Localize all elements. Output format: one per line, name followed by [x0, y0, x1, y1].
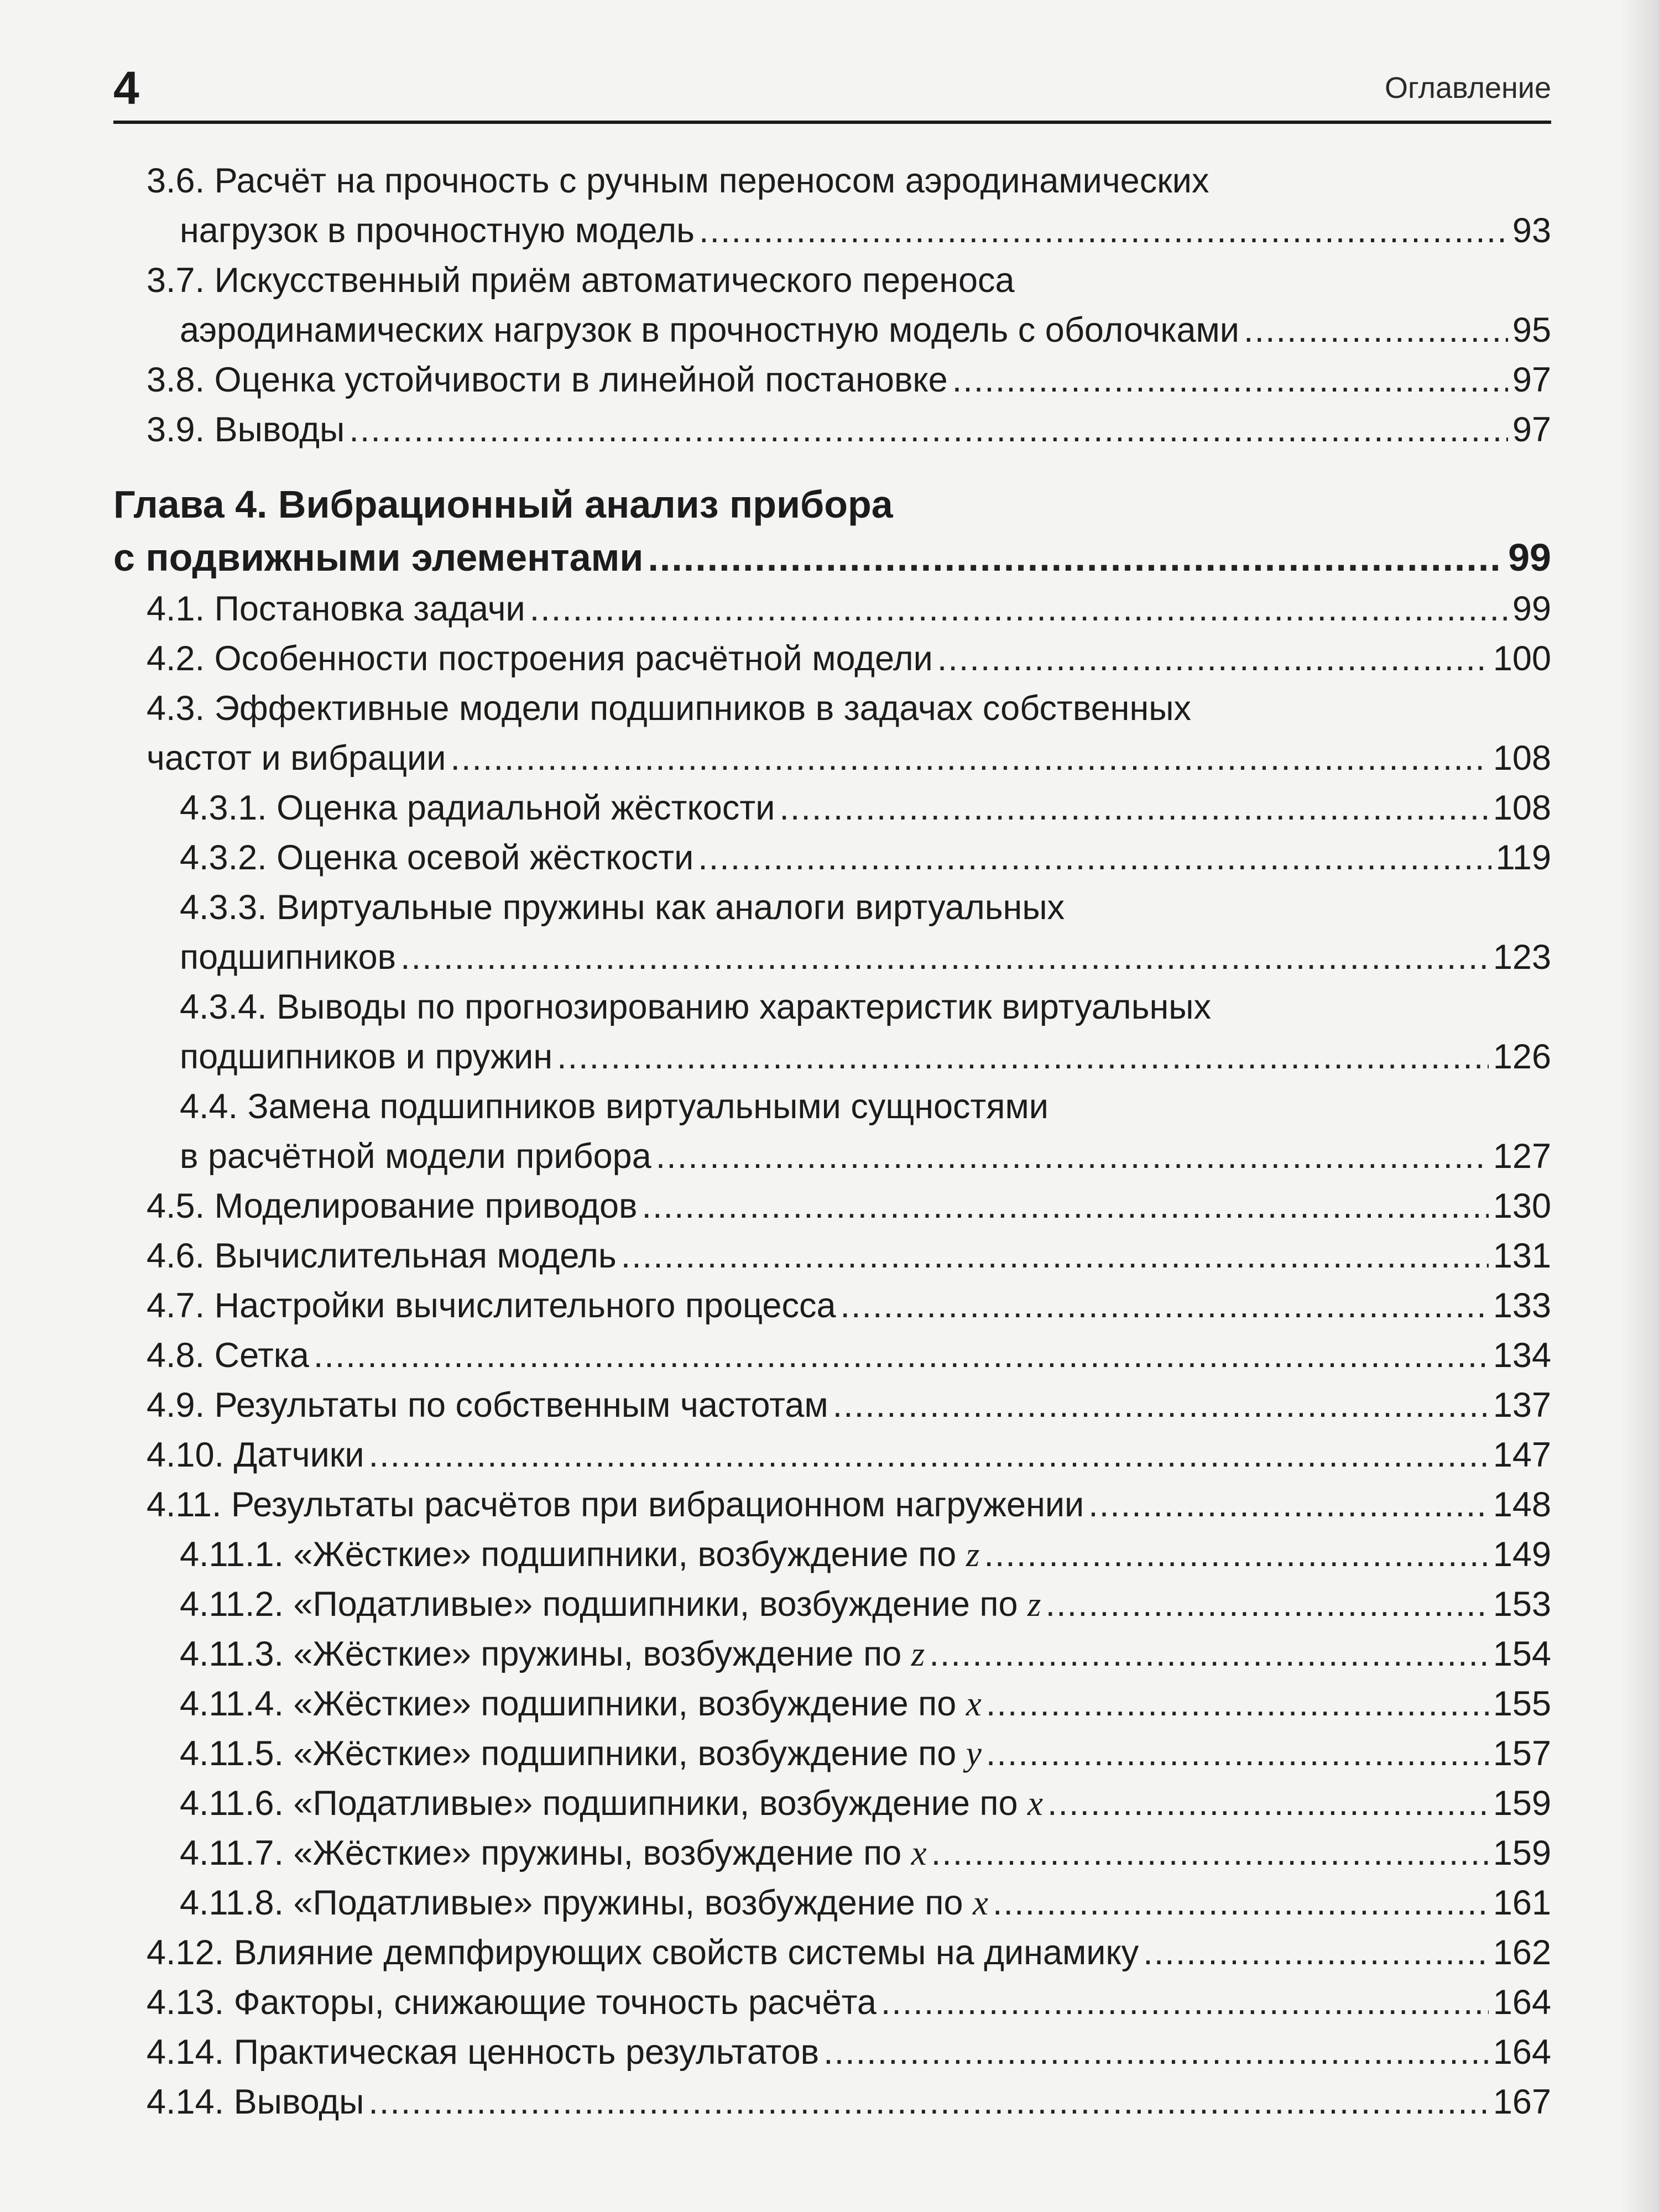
toc-page-number: 126	[1493, 1037, 1551, 1076]
toc-entry-title: 4.12. Влияние демпфирующих свойств системы на динамику	[147, 1933, 1139, 1972]
axis-variable: y	[966, 1734, 982, 1773]
toc-page-number: 164	[1493, 2033, 1551, 2072]
toc-entry-4-5	[113, 1181, 1551, 1231]
dot-leader	[621, 1231, 1489, 1281]
toc-entry-title: 4.3.2. Оценка осевой жёсткости	[180, 838, 694, 877]
toc-entry-4-1	[113, 584, 1551, 634]
dot-leader	[368, 2077, 1488, 2127]
toc-entry-title	[180, 1828, 927, 1878]
toc-entry-3-7	[113, 255, 1551, 305]
toc-entry-4-6	[113, 1231, 1551, 1281]
toc-entry-3-6	[113, 156, 1551, 206]
toc-page-number: 148	[1493, 1485, 1551, 1524]
toc-page-number: 149	[1493, 1535, 1551, 1574]
toc-entry-4-11-8	[113, 1878, 1551, 1928]
toc-page-number: 164	[1493, 1983, 1551, 2022]
dot-leader	[833, 1380, 1489, 1430]
toc-entry-title: 4.6. Вычислительная модель	[147, 1237, 617, 1275]
dot-leader	[841, 1281, 1489, 1331]
toc-entry-title	[180, 1778, 1043, 1828]
toc-page-number: 99	[1512, 589, 1551, 628]
toc-entry-title: 3.6. Расчёт на прочность с ручным переносом аэродинамических	[147, 161, 1209, 200]
toc-entry-4-14-conclusions	[113, 2077, 1551, 2127]
toc-page-number: 137	[1493, 1386, 1551, 1425]
dot-leader	[557, 1032, 1489, 1082]
toc-entry-title: 3.9. Выводы	[147, 410, 345, 449]
toc-page-number: 108	[1493, 789, 1551, 827]
page-header	[113, 55, 1551, 124]
toc-entry-4-11	[113, 1480, 1551, 1530]
toc-entry-4-11-4	[113, 1679, 1551, 1729]
toc-page-number: 153	[1493, 1585, 1551, 1624]
toc-entry-title	[180, 1729, 982, 1778]
toc-page-number: 130	[1493, 1187, 1551, 1225]
toc-entry-4-4	[113, 1082, 1551, 1131]
toc-entry-text: 4.11.6. «Податливые» подшипники, возбуждение по	[180, 1784, 1028, 1823]
toc-page-number: 133	[1493, 1286, 1551, 1325]
toc-entry-title: 4.10. Датчики	[147, 1436, 364, 1474]
toc-entry-title: 3.7. Искусственный приём автоматического переноса	[147, 261, 1015, 300]
dot-leader	[984, 1530, 1489, 1579]
toc-entry-title: 4.9. Результаты по собственным частотам	[147, 1386, 828, 1425]
toc-entry-3-6-cont	[113, 206, 1551, 255]
toc-page-number: 99	[1508, 536, 1551, 579]
toc-entry-text: 4.11.5. «Жёсткие» подшипники, возбуждение по	[180, 1734, 966, 1773]
toc-page-number: 97	[1512, 361, 1551, 399]
dot-leader	[823, 2027, 1489, 2077]
toc-entry-4-10	[113, 1430, 1551, 1480]
toc-page-number: 157	[1493, 1734, 1551, 1773]
axis-variable: z	[966, 1535, 980, 1574]
toc-page-number: 100	[1493, 639, 1551, 678]
toc-entry-4-11-6	[113, 1778, 1551, 1828]
toc-entry-text: 4.11.3. «Жёсткие» пружины, возбуждение по	[180, 1635, 911, 1673]
toc-entry-title	[180, 1629, 925, 1679]
toc-page-number: 97	[1512, 410, 1551, 449]
toc-entry-title: 4.13. Факторы, снижающие точность расчёта	[147, 1983, 877, 2022]
toc-entry-title: нагрузок в прочностную модель	[180, 211, 695, 250]
toc-entry-3-9	[113, 405, 1551, 455]
dot-leader	[952, 355, 1508, 405]
toc-chapter-title: Глава 4. Вибрационный анализ прибора	[113, 483, 893, 526]
toc-entry-title: подшипников	[180, 938, 397, 977]
axis-variable: x	[1027, 1784, 1044, 1823]
toc-entry-3-8	[113, 355, 1551, 405]
axis-variable: x	[966, 1684, 982, 1723]
toc-page-number: 161	[1493, 1884, 1551, 1922]
toc-page-number: 93	[1512, 211, 1551, 250]
toc-entry-title	[180, 1530, 979, 1579]
dot-leader	[656, 1131, 1489, 1181]
toc-entry-title: в расчётной модели прибора	[180, 1137, 651, 1176]
toc-page-number: 119	[1495, 838, 1551, 877]
toc-entry-title: 4.2. Особенности построения расчётной модели	[147, 639, 933, 678]
toc-page-number: 131	[1493, 1237, 1551, 1275]
dot-leader	[699, 206, 1508, 255]
dot-leader	[451, 733, 1489, 783]
toc-page-number: 108	[1493, 739, 1551, 778]
toc-entry-4-11-7	[113, 1828, 1551, 1878]
toc-entry-4-12	[113, 1928, 1551, 1978]
toc-page-number: 127	[1493, 1137, 1551, 1176]
toc-entry-3-7-cont	[113, 305, 1551, 355]
dot-leader	[779, 783, 1488, 833]
toc-entry-title	[180, 1878, 988, 1928]
toc-page-number: 154	[1493, 1635, 1551, 1673]
dot-leader	[931, 1828, 1489, 1878]
dot-leader	[530, 584, 1508, 634]
toc-page-number: 155	[1493, 1684, 1551, 1723]
toc-page-number: 167	[1493, 2083, 1551, 2121]
dot-leader	[369, 1430, 1489, 1480]
toc-entry-4-3-2	[113, 833, 1551, 883]
toc-entry-title	[180, 1679, 982, 1729]
toc-entry-title: 4.8. Сетка	[147, 1336, 309, 1375]
toc-entry-4-9	[113, 1380, 1551, 1430]
dot-leader	[1143, 1928, 1489, 1978]
running-title: Оглавление	[1384, 71, 1551, 105]
toc-entry-text: 4.11.4. «Жёсткие» подшипники, возбуждение по	[180, 1684, 966, 1723]
dot-leader	[1047, 1778, 1489, 1828]
toc-chapter-4-cont	[113, 531, 1551, 584]
axis-variable: z	[1027, 1585, 1041, 1624]
toc-entry-text: 4.11.7. «Жёсткие» пружины, возбуждение по	[180, 1834, 911, 1872]
toc-entry-4-3-1	[113, 783, 1551, 833]
toc-entry-title: 4.4. Замена подшипников виртуальными сущностями	[180, 1087, 1049, 1126]
toc-entry-title: 4.7. Настройки вычислительного процесса	[147, 1286, 836, 1325]
dot-leader	[648, 531, 1504, 584]
toc-entry-4-11-5	[113, 1729, 1551, 1778]
page-edge-shadow	[1620, 0, 1659, 2212]
toc-page-number: 162	[1493, 1933, 1551, 1972]
toc-entry-4-3-3	[113, 883, 1551, 932]
toc-entry-title: 4.11. Результаты расчётов при вибрационном нагружении	[147, 1485, 1084, 1524]
toc-entry-4-4-cont	[113, 1131, 1551, 1181]
toc-entry-4-2	[113, 634, 1551, 684]
toc-entry-4-13	[113, 1978, 1551, 2027]
toc-entry-4-3	[113, 684, 1551, 733]
toc-entry-title: 4.3.1. Оценка радиальной жёсткости	[180, 789, 775, 827]
toc-entry-title: 4.3. Эффективные модели подшипников в задачах собственных	[147, 689, 1192, 728]
toc-entry-title: 4.14. Выводы	[147, 2083, 364, 2121]
toc-chapter-title: с подвижными элементами	[113, 536, 644, 579]
toc-entry-4-7	[113, 1281, 1551, 1331]
toc-entry-4-3-4-cont	[113, 1032, 1551, 1082]
axis-variable: x	[973, 1884, 988, 1922]
toc-entry-title: подшипников и пружин	[180, 1037, 553, 1076]
dot-leader	[1244, 305, 1508, 355]
toc-entry-4-3-cont	[113, 733, 1551, 783]
dot-leader	[349, 405, 1508, 455]
toc-entry-4-8	[113, 1331, 1551, 1380]
axis-variable: z	[911, 1635, 925, 1673]
dot-leader	[314, 1331, 1489, 1380]
toc-entry-title: 4.3.3. Виртуальные пружины как аналоги виртуальных	[180, 888, 1065, 927]
toc-entry-title: частот и вибрации	[147, 739, 446, 778]
page-number: 4	[113, 62, 139, 114]
toc-page-number: 159	[1493, 1834, 1551, 1872]
toc-entry-4-11-3	[113, 1629, 1551, 1679]
toc-entry-title: аэродинамических нагрузок в прочностную модель с оболочками	[180, 311, 1239, 349]
toc-page-number: 159	[1493, 1784, 1551, 1823]
toc-page-number: 123	[1493, 938, 1551, 977]
toc-chapter-4	[113, 478, 1551, 531]
toc-entry-title	[180, 1579, 1041, 1629]
toc-entry-4-3-3-cont	[113, 932, 1551, 982]
toc-entry-4-11-2	[113, 1579, 1551, 1629]
dot-leader	[400, 932, 1489, 982]
dot-leader	[1046, 1579, 1489, 1629]
toc-entry-4-3-4	[113, 982, 1551, 1032]
dot-leader	[642, 1181, 1489, 1231]
toc-entry-text: 4.11.1. «Жёсткие» подшипники, возбуждение по	[180, 1535, 966, 1574]
dot-leader	[986, 1679, 1489, 1729]
dot-leader	[698, 833, 1491, 883]
toc-entry-title: 4.3.4. Выводы по прогнозированию характеристик виртуальных	[180, 988, 1212, 1026]
toc-entry-4-14-value	[113, 2027, 1551, 2077]
toc-entry-text: 4.11.2. «Податливые» подшипники, возбуждение по	[180, 1585, 1028, 1624]
dot-leader	[929, 1629, 1489, 1679]
dot-leader	[986, 1729, 1489, 1778]
dot-leader	[993, 1878, 1489, 1928]
dot-leader	[881, 1978, 1489, 2027]
toc-entry-4-11-1	[113, 1530, 1551, 1579]
toc-page-number: 147	[1493, 1436, 1551, 1474]
toc-entry-title: 4.14. Практическая ценность результатов	[147, 2033, 820, 2072]
toc-entry-text: 4.11.8. «Податливые» пружины, возбуждение по	[180, 1884, 973, 1922]
toc-entry-title: 4.5. Моделирование приводов	[147, 1187, 638, 1225]
axis-variable: x	[911, 1834, 927, 1872]
toc-entry-title: 3.8. Оценка устойчивости в линейной постановке	[147, 361, 948, 399]
toc-page-number: 134	[1493, 1336, 1551, 1375]
toc-page-number: 95	[1512, 311, 1551, 349]
dot-leader	[1088, 1480, 1489, 1530]
toc-entry-title: 4.1. Постановка задачи	[147, 589, 525, 628]
table-of-contents	[113, 156, 1551, 2127]
dot-leader	[937, 634, 1489, 684]
